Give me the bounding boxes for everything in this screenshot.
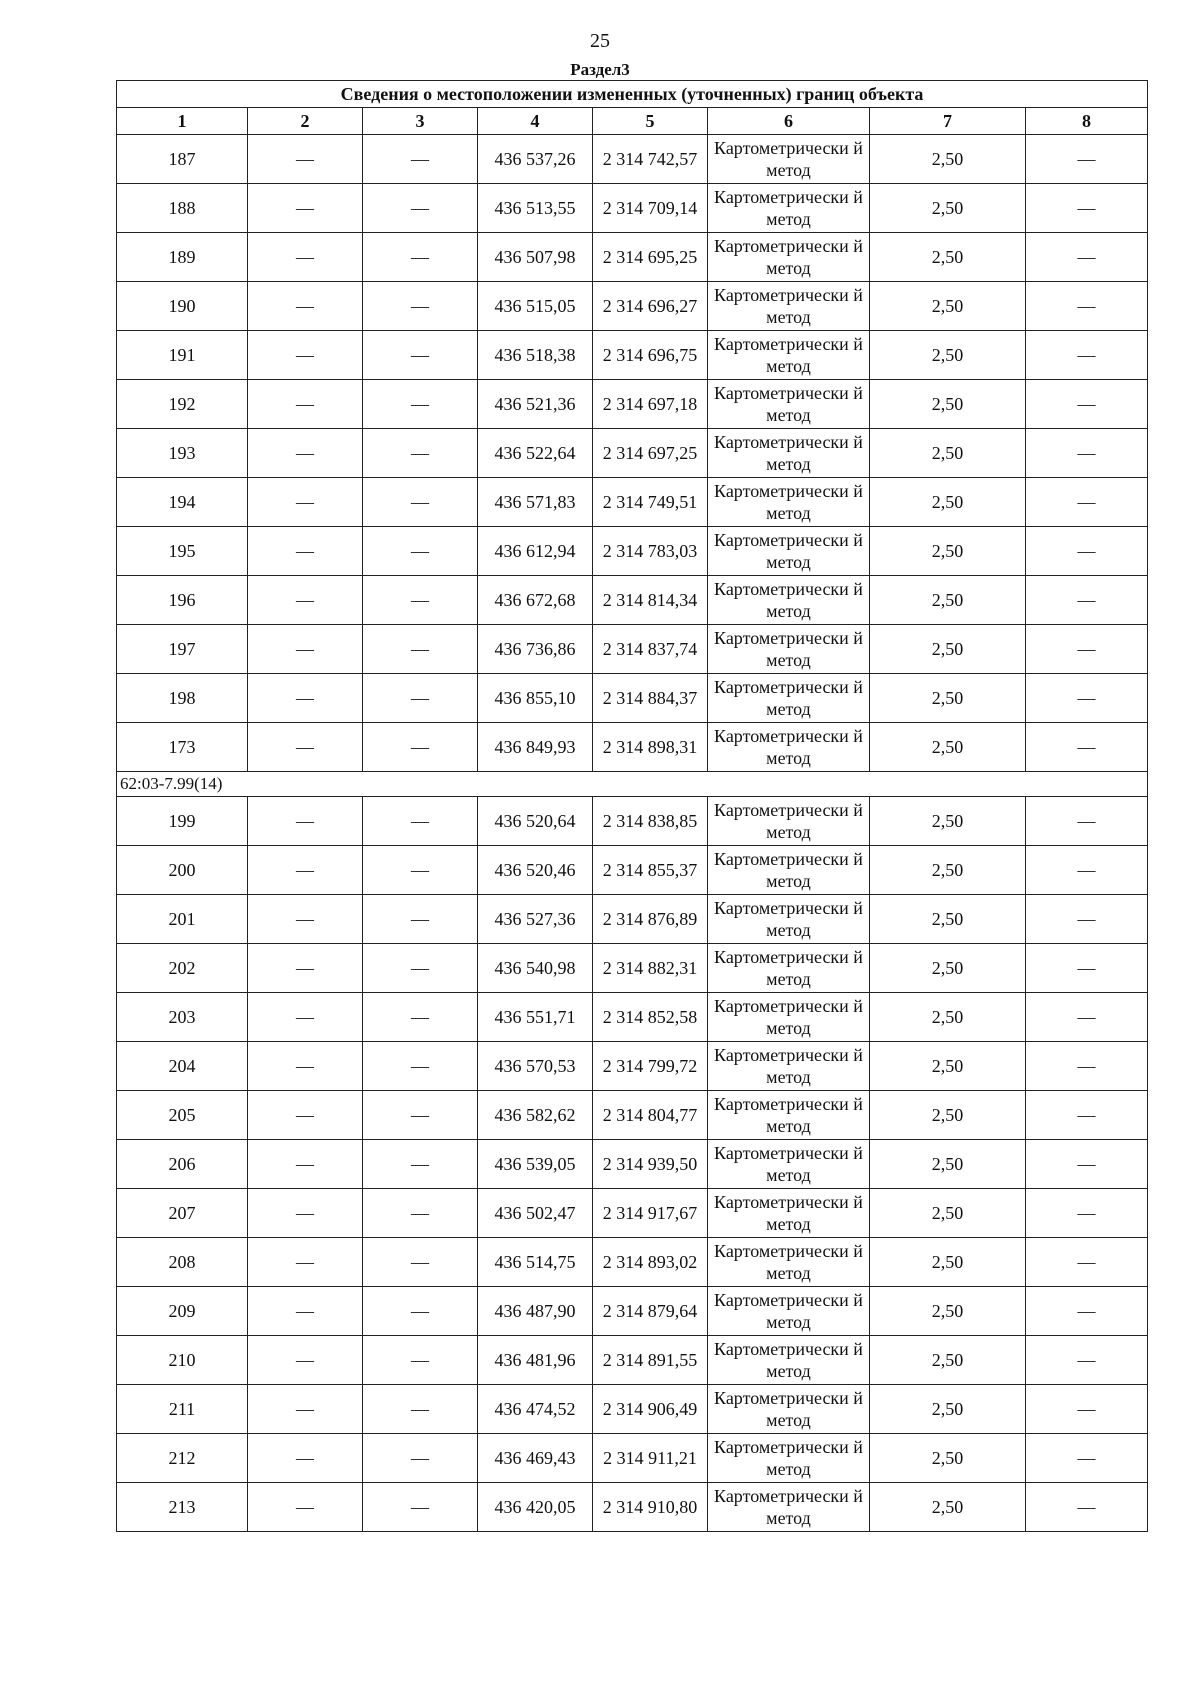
column-3-cell: — [363, 1434, 478, 1483]
column-3-cell: — [363, 135, 478, 184]
method-cell: Картометрически й метод [708, 944, 870, 993]
y-coordinate-cell: 2 314 804,77 [593, 1091, 708, 1140]
column-3-cell: — [363, 576, 478, 625]
table-row [117, 184, 1148, 233]
table-row [117, 576, 1148, 625]
table-row [117, 1091, 1148, 1140]
table-row [117, 797, 1148, 846]
method-cell: Картометрически й метод [708, 1336, 870, 1385]
x-coordinate-cell: 436 736,86 [478, 625, 593, 674]
accuracy-cell: 2,50 [870, 625, 1026, 674]
y-coordinate-cell: 2 314 697,25 [593, 429, 708, 478]
column-2-cell: — [248, 895, 363, 944]
x-coordinate-cell: 436 522,64 [478, 429, 593, 478]
column-8-cell: — [1026, 1140, 1148, 1189]
x-coordinate-cell: 436 521,36 [478, 380, 593, 429]
column-2-cell: — [248, 1091, 363, 1140]
column-2-cell: — [248, 135, 363, 184]
column-8-cell: — [1026, 846, 1148, 895]
column-8-cell: — [1026, 797, 1148, 846]
accuracy-cell: 2,50 [870, 331, 1026, 380]
y-coordinate-cell: 2 314 898,31 [593, 723, 708, 772]
column-3-cell: — [363, 723, 478, 772]
y-coordinate-cell: 2 314 838,85 [593, 797, 708, 846]
y-coordinate-cell: 2 314 893,02 [593, 1238, 708, 1287]
column-2-cell: — [248, 1238, 363, 1287]
x-coordinate-cell: 436 582,62 [478, 1091, 593, 1140]
y-coordinate-cell: 2 314 939,50 [593, 1140, 708, 1189]
x-coordinate-cell: 436 537,26 [478, 135, 593, 184]
column-number: 3 [363, 108, 478, 135]
accuracy-cell: 2,50 [870, 576, 1026, 625]
x-coordinate-cell: 436 540,98 [478, 944, 593, 993]
accuracy-cell: 2,50 [870, 135, 1026, 184]
accuracy-cell: 2,50 [870, 674, 1026, 723]
column-3-cell: — [363, 993, 478, 1042]
table-row [117, 674, 1148, 723]
accuracy-cell: 2,50 [870, 1287, 1026, 1336]
table-row [117, 429, 1148, 478]
column-8-cell: — [1026, 380, 1148, 429]
column-8-cell: — [1026, 282, 1148, 331]
column-3-cell: — [363, 429, 478, 478]
column-2-cell: — [248, 576, 363, 625]
accuracy-cell: 2,50 [870, 895, 1026, 944]
accuracy-cell: 2,50 [870, 429, 1026, 478]
y-coordinate-cell: 2 314 799,72 [593, 1042, 708, 1091]
column-number: 1 [117, 108, 248, 135]
column-2-cell: — [248, 184, 363, 233]
column-2-cell: — [248, 846, 363, 895]
method-cell: Картометрически й метод [708, 282, 870, 331]
x-coordinate-cell: 436 502,47 [478, 1189, 593, 1238]
method-cell: Картометрически й метод [708, 135, 870, 184]
table-row [117, 233, 1148, 282]
point-number-cell: 208 [117, 1238, 248, 1287]
method-cell: Картометрически й метод [708, 1434, 870, 1483]
y-coordinate-cell: 2 314 695,25 [593, 233, 708, 282]
column-8-cell: — [1026, 478, 1148, 527]
column-3-cell: — [363, 282, 478, 331]
method-cell: Картометрически й метод [708, 1091, 870, 1140]
point-number-cell: 193 [117, 429, 248, 478]
method-cell: Картометрически й метод [708, 380, 870, 429]
table-row [117, 331, 1148, 380]
accuracy-cell: 2,50 [870, 1434, 1026, 1483]
x-coordinate-cell: 436 539,05 [478, 1140, 593, 1189]
accuracy-cell: 2,50 [870, 1336, 1026, 1385]
x-coordinate-cell: 436 474,52 [478, 1385, 593, 1434]
column-3-cell: — [363, 1287, 478, 1336]
column-number: 7 [870, 108, 1026, 135]
table-row [117, 380, 1148, 429]
y-coordinate-cell: 2 314 917,67 [593, 1189, 708, 1238]
method-cell: Картометрически й метод [708, 625, 870, 674]
y-coordinate-cell: 2 314 814,34 [593, 576, 708, 625]
column-8-cell: — [1026, 1189, 1148, 1238]
table-row [117, 944, 1148, 993]
column-2-cell: — [248, 1189, 363, 1238]
column-8-cell: — [1026, 895, 1148, 944]
point-number-cell: 198 [117, 674, 248, 723]
point-number-cell: 201 [117, 895, 248, 944]
y-coordinate-cell: 2 314 696,27 [593, 282, 708, 331]
column-3-cell: — [363, 233, 478, 282]
column-8-cell: — [1026, 674, 1148, 723]
column-2-cell: — [248, 380, 363, 429]
column-8-cell: — [1026, 1483, 1148, 1532]
table-caption: Сведения о местоположении измененных (уточненных) границ объекта [117, 81, 1148, 108]
table-row [117, 625, 1148, 674]
accuracy-cell: 2,50 [870, 723, 1026, 772]
group-label: 62:03-7.99(14) [117, 772, 1148, 797]
column-3-cell: — [363, 674, 478, 723]
column-3-cell: — [363, 846, 478, 895]
column-3-cell: — [363, 478, 478, 527]
table-row [117, 527, 1148, 576]
x-coordinate-cell: 436 571,83 [478, 478, 593, 527]
y-coordinate-cell: 2 314 911,21 [593, 1434, 708, 1483]
point-number-cell: 209 [117, 1287, 248, 1336]
point-number-cell: 210 [117, 1336, 248, 1385]
method-cell: Картометрически й метод [708, 1140, 870, 1189]
method-cell: Картометрически й метод [708, 527, 870, 576]
point-number-cell: 204 [117, 1042, 248, 1091]
x-coordinate-cell: 436 849,93 [478, 723, 593, 772]
y-coordinate-cell: 2 314 783,03 [593, 527, 708, 576]
x-coordinate-cell: 436 520,46 [478, 846, 593, 895]
table-row [117, 478, 1148, 527]
column-2-cell: — [248, 233, 363, 282]
method-cell: Картометрически й метод [708, 1042, 870, 1091]
accuracy-cell: 2,50 [870, 944, 1026, 993]
column-number: 2 [248, 108, 363, 135]
table-row [117, 1042, 1148, 1091]
column-3-cell: — [363, 184, 478, 233]
column-3-cell: — [363, 944, 478, 993]
point-number-cell: 190 [117, 282, 248, 331]
group-header-row [117, 772, 1148, 797]
x-coordinate-cell: 436 487,90 [478, 1287, 593, 1336]
table-row [117, 993, 1148, 1042]
accuracy-cell: 2,50 [870, 233, 1026, 282]
column-2-cell: — [248, 1385, 363, 1434]
method-cell: Картометрически й метод [708, 1483, 870, 1532]
y-coordinate-cell: 2 314 906,49 [593, 1385, 708, 1434]
column-2-cell: — [248, 1287, 363, 1336]
accuracy-cell: 2,50 [870, 527, 1026, 576]
x-coordinate-cell: 436 507,98 [478, 233, 593, 282]
column-2-cell: — [248, 944, 363, 993]
column-8-cell: — [1026, 1434, 1148, 1483]
column-2-cell: — [248, 625, 363, 674]
point-number-cell: 194 [117, 478, 248, 527]
column-8-cell: — [1026, 1385, 1148, 1434]
point-number-cell: 211 [117, 1385, 248, 1434]
x-coordinate-cell: 436 551,71 [478, 993, 593, 1042]
table-row [117, 723, 1148, 772]
y-coordinate-cell: 2 314 709,14 [593, 184, 708, 233]
method-cell: Картометрически й метод [708, 1287, 870, 1336]
accuracy-cell: 2,50 [870, 1385, 1026, 1434]
x-coordinate-cell: 436 515,05 [478, 282, 593, 331]
column-3-cell: — [363, 1140, 478, 1189]
column-3-cell: — [363, 1385, 478, 1434]
method-cell: Картометрически й метод [708, 331, 870, 380]
accuracy-cell: 2,50 [870, 1140, 1026, 1189]
point-number-cell: 200 [117, 846, 248, 895]
column-2-cell: — [248, 282, 363, 331]
column-2-cell: — [248, 1336, 363, 1385]
accuracy-cell: 2,50 [870, 846, 1026, 895]
method-cell: Картометрически й метод [708, 895, 870, 944]
table-row [117, 135, 1148, 184]
method-cell: Картометрически й метод [708, 723, 870, 772]
column-3-cell: — [363, 895, 478, 944]
column-3-cell: — [363, 1336, 478, 1385]
method-cell: Картометрически й метод [708, 576, 870, 625]
method-cell: Картометрически й метод [708, 1238, 870, 1287]
table-row [117, 1189, 1148, 1238]
table-row [117, 1287, 1148, 1336]
column-3-cell: — [363, 1189, 478, 1238]
x-coordinate-cell: 436 527,36 [478, 895, 593, 944]
point-number-cell: 173 [117, 723, 248, 772]
method-cell: Картометрически й метод [708, 674, 870, 723]
column-3-cell: — [363, 380, 478, 429]
column-2-cell: — [248, 527, 363, 576]
method-cell: Картометрически й метод [708, 993, 870, 1042]
page-number: 25 [590, 30, 610, 52]
column-8-cell: — [1026, 233, 1148, 282]
x-coordinate-cell: 436 514,75 [478, 1238, 593, 1287]
accuracy-cell: 2,50 [870, 1238, 1026, 1287]
column-number: 8 [1026, 108, 1148, 135]
point-number-cell: 199 [117, 797, 248, 846]
column-number: 6 [708, 108, 870, 135]
method-cell: Картометрически й метод [708, 1189, 870, 1238]
column-8-cell: — [1026, 625, 1148, 674]
column-8-cell: — [1026, 429, 1148, 478]
y-coordinate-cell: 2 314 891,55 [593, 1336, 708, 1385]
point-number-cell: 192 [117, 380, 248, 429]
y-coordinate-cell: 2 314 697,18 [593, 380, 708, 429]
column-3-cell: — [363, 1238, 478, 1287]
accuracy-cell: 2,50 [870, 1189, 1026, 1238]
column-8-cell: — [1026, 184, 1148, 233]
column-2-cell: — [248, 1434, 363, 1483]
caption-row [117, 81, 1148, 108]
point-number-cell: 203 [117, 993, 248, 1042]
x-coordinate-cell: 436 481,96 [478, 1336, 593, 1385]
point-number-cell: 195 [117, 527, 248, 576]
accuracy-cell: 2,50 [870, 282, 1026, 331]
method-cell: Картометрически й метод [708, 1385, 870, 1434]
y-coordinate-cell: 2 314 876,89 [593, 895, 708, 944]
column-8-cell: — [1026, 1091, 1148, 1140]
table-body [117, 81, 1148, 1532]
column-3-cell: — [363, 1483, 478, 1532]
column-8-cell: — [1026, 527, 1148, 576]
column-3-cell: — [363, 331, 478, 380]
x-coordinate-cell: 436 520,64 [478, 797, 593, 846]
x-coordinate-cell: 436 469,43 [478, 1434, 593, 1483]
y-coordinate-cell: 2 314 852,58 [593, 993, 708, 1042]
method-cell: Картометрически й метод [708, 233, 870, 282]
x-coordinate-cell: 436 513,55 [478, 184, 593, 233]
method-cell: Картометрически й метод [708, 184, 870, 233]
x-coordinate-cell: 436 672,68 [478, 576, 593, 625]
y-coordinate-cell: 2 314 837,74 [593, 625, 708, 674]
point-number-cell: 196 [117, 576, 248, 625]
method-cell: Картометрически й метод [708, 429, 870, 478]
accuracy-cell: 2,50 [870, 1483, 1026, 1532]
column-2-cell: — [248, 331, 363, 380]
method-cell: Картометрически й метод [708, 846, 870, 895]
y-coordinate-cell: 2 314 855,37 [593, 846, 708, 895]
point-number-cell: 212 [117, 1434, 248, 1483]
x-coordinate-cell: 436 570,53 [478, 1042, 593, 1091]
column-8-cell: — [1026, 1336, 1148, 1385]
y-coordinate-cell: 2 314 749,51 [593, 478, 708, 527]
point-number-cell: 207 [117, 1189, 248, 1238]
coordinates-table [116, 80, 1148, 1532]
column-8-cell: — [1026, 944, 1148, 993]
column-8-cell: — [1026, 135, 1148, 184]
y-coordinate-cell: 2 314 742,57 [593, 135, 708, 184]
point-number-cell: 205 [117, 1091, 248, 1140]
point-number-cell: 202 [117, 944, 248, 993]
accuracy-cell: 2,50 [870, 380, 1026, 429]
column-2-cell: — [248, 1042, 363, 1091]
accuracy-cell: 2,50 [870, 993, 1026, 1042]
point-number-cell: 187 [117, 135, 248, 184]
accuracy-cell: 2,50 [870, 184, 1026, 233]
accuracy-cell: 2,50 [870, 1042, 1026, 1091]
y-coordinate-cell: 2 314 884,37 [593, 674, 708, 723]
column-2-cell: — [248, 797, 363, 846]
x-coordinate-cell: 436 420,05 [478, 1483, 593, 1532]
column-2-cell: — [248, 429, 363, 478]
method-cell: Картометрически й метод [708, 478, 870, 527]
point-number-cell: 206 [117, 1140, 248, 1189]
column-3-cell: — [363, 625, 478, 674]
column-number: 5 [593, 108, 708, 135]
table-row [117, 282, 1148, 331]
table-row [117, 1140, 1148, 1189]
table-row [117, 1238, 1148, 1287]
accuracy-cell: 2,50 [870, 478, 1026, 527]
y-coordinate-cell: 2 314 882,31 [593, 944, 708, 993]
column-2-cell: — [248, 1140, 363, 1189]
column-2-cell: — [248, 478, 363, 527]
table-row [117, 1385, 1148, 1434]
column-2-cell: — [248, 1483, 363, 1532]
x-coordinate-cell: 436 855,10 [478, 674, 593, 723]
y-coordinate-cell: 2 314 879,64 [593, 1287, 708, 1336]
column-3-cell: — [363, 1042, 478, 1091]
column-2-cell: — [248, 993, 363, 1042]
table-row [117, 1483, 1148, 1532]
column-2-cell: — [248, 674, 363, 723]
column-8-cell: — [1026, 1287, 1148, 1336]
section-title: Раздел3 [570, 60, 630, 79]
accuracy-cell: 2,50 [870, 1091, 1026, 1140]
point-number-cell: 213 [117, 1483, 248, 1532]
column-3-cell: — [363, 797, 478, 846]
column-2-cell: — [248, 723, 363, 772]
table-row [117, 846, 1148, 895]
accuracy-cell: 2,50 [870, 797, 1026, 846]
table-row [117, 895, 1148, 944]
column-8-cell: — [1026, 1042, 1148, 1091]
point-number-cell: 189 [117, 233, 248, 282]
y-coordinate-cell: 2 314 696,75 [593, 331, 708, 380]
column-8-cell: — [1026, 1238, 1148, 1287]
column-8-cell: — [1026, 331, 1148, 380]
point-number-cell: 188 [117, 184, 248, 233]
point-number-cell: 197 [117, 625, 248, 674]
table-row [117, 1434, 1148, 1483]
x-coordinate-cell: 436 612,94 [478, 527, 593, 576]
x-coordinate-cell: 436 518,38 [478, 331, 593, 380]
column-3-cell: — [363, 527, 478, 576]
column-number: 4 [478, 108, 593, 135]
column-8-cell: — [1026, 576, 1148, 625]
column-8-cell: — [1026, 723, 1148, 772]
column-3-cell: — [363, 1091, 478, 1140]
point-number-cell: 191 [117, 331, 248, 380]
method-cell: Картометрически й метод [708, 797, 870, 846]
y-coordinate-cell: 2 314 910,80 [593, 1483, 708, 1532]
column-8-cell: — [1026, 993, 1148, 1042]
column-number-row [117, 108, 1148, 135]
table-row [117, 1336, 1148, 1385]
